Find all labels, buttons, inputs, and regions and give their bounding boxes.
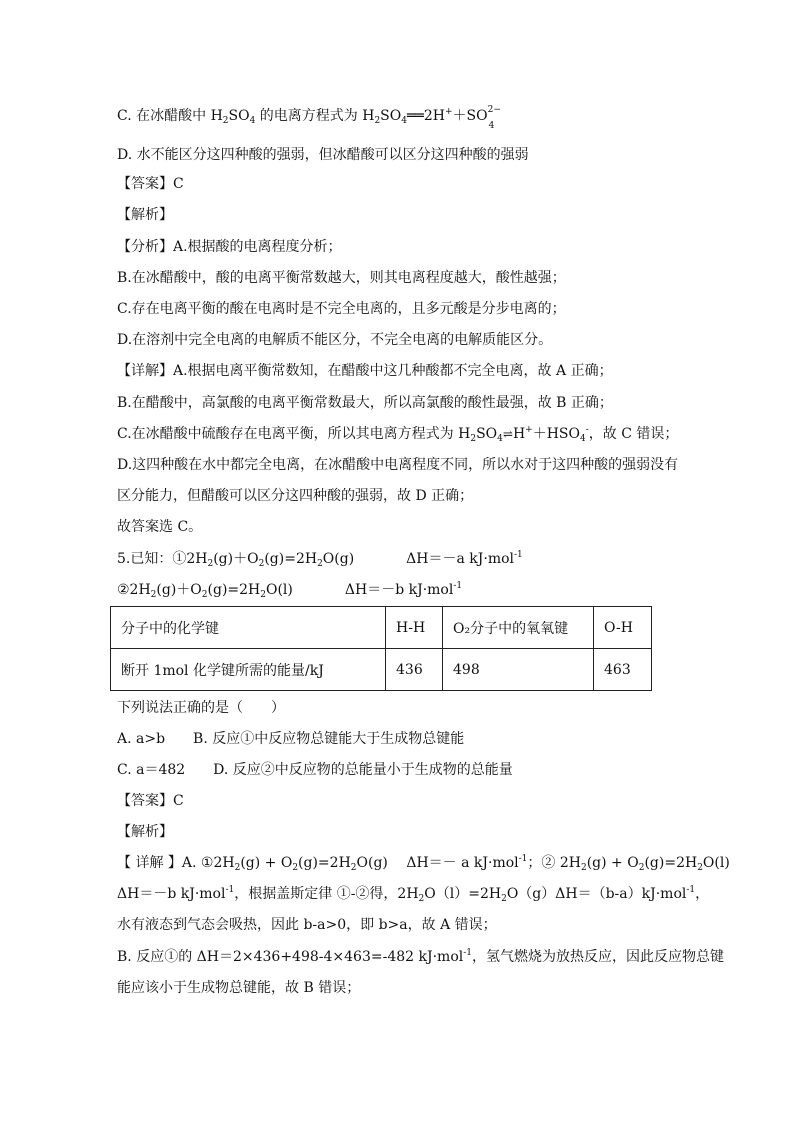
q4-option-c: C. 在冰醋酸中 $H_2SO_4$ 的电离方程式为 $H_2SO_4══2H^++SO$ 2− 4	[117, 105, 501, 131]
q4-detail-b: B.在醋酸中，高氯酸的电离平衡常数最大，所以高氯酸的酸性最强，故 B 正确；	[117, 395, 613, 411]
q4-fenxi-b: B.在冰醋酸中，酸的电离平衡常数越大，则其电离程度越大，酸性越强；	[117, 270, 566, 286]
q4-analysis-label: 【解析】	[117, 207, 173, 223]
table-cell: O₂分子中的氧氧键	[443, 607, 594, 649]
table-cell: H-H	[386, 607, 443, 649]
q5-detail-line3: 水有液态到气态会吸热，因此 b-a>0，即 b>a，故 A 错误；	[117, 917, 497, 933]
table-cell: O-H	[594, 607, 652, 649]
table-cell: 498	[443, 649, 594, 691]
table-header-row	[111, 607, 652, 649]
q5-detail-line2: ΔH＝－b kJ·mol$^{-1}$，根据盖斯定律 ①-②得，$2H_2O(l)=2H_2O(g)\Delta H=(b-a)kJ\cdot mol^{-1}$，	[117, 885, 710, 904]
bond-energy-table	[110, 606, 652, 691]
q5-options-cd: C. a＝482 D. 反应②中反应物的总能量小于生成物的总能量	[117, 762, 513, 778]
q4-conclusion: 故答案选 C。	[117, 519, 203, 535]
q5-analysis-label: 【解析】	[117, 824, 173, 840]
q4-detail-a: 【详解】A.根据电离平衡常数知，在醋酸中这几种酸都不完全电离，故 A 正确；	[117, 363, 613, 379]
q5-answer: 【答案】C	[117, 793, 184, 809]
q4-fenxi-d: D.在溶剂中完全电离的电解质不能区分，不完全电离的电解质能区分。	[117, 332, 553, 348]
q4-detail-c: C.在冰醋酸中硫酸存在电离平衡，所以其电离方程式为 $H_2SO_4\rightleftharpoons H^++HSO_4^-$，故 C 错误；	[117, 425, 679, 444]
q5-detail-line5: 能应该小于生成物总键能，故 B 错误；	[117, 980, 361, 996]
q5-detail-line1: 【 详解 】A. $①2H_2(g) + O_2(g)=2H_2O(g)$ ΔH＝－ a kJ·mol$^{-1}$；② $2H_2(g) + O_2(g)=2H_2O(l)$	[117, 854, 730, 873]
q5-detail-line4: B. 反应①的 ΔH＝2×436+498-4×463=-482 kJ·mol$^{-1}$，氢气燃烧为放热反应，因此反应物总键	[117, 948, 725, 965]
q4-fenxi-a: 【分析】A.根据酸的电离程度分析；	[117, 239, 342, 255]
q5-options-ab: A. a>b B. 反应①中反应物总键能大于生成物总键能	[117, 731, 465, 747]
q4-detail-d-line1: D.这四种酸在水中都完全电离，在冰醋酸中电离程度不同，所以水对于这四种酸的强弱没有	[117, 457, 679, 473]
table-cell: 436	[386, 649, 443, 691]
table-row	[111, 649, 652, 691]
q4-option-d: D. 水不能区分这四种酸的强弱，但冰醋酸可以区分这四种酸的强弱	[117, 147, 529, 163]
table-cell: 463	[594, 649, 652, 691]
q5-stem: 下列说法正确的是（ ）	[117, 700, 285, 716]
q5-given-1: 5.已知：$①2H_2(g)+O_2(g)=2H_2O(g)$ ΔH＝－a kJ·mol$^{-1}$	[117, 550, 523, 569]
sulfate-ion-script: 2− 4	[487, 105, 501, 131]
table-cell: 分子中的化学键	[111, 607, 386, 649]
q4-answer: 【答案】C	[117, 176, 184, 192]
table-cell: 断开 1mol 化学键所需的能量/kJ	[111, 649, 386, 691]
q5-given-2: $②2H_2(g)+O_2(g)=2H_2O(l)$ ΔH＝－b kJ·mol$^{-1}$	[117, 581, 463, 600]
q4-fenxi-c: C.存在电离平衡的酸在电离时是不完全电离的，且多元酸是分步电离的；	[117, 301, 566, 317]
q4-detail-d-line2: 区分能力，但醋酸可以区分这四种酸的强弱，故 D 正确；	[117, 488, 474, 504]
